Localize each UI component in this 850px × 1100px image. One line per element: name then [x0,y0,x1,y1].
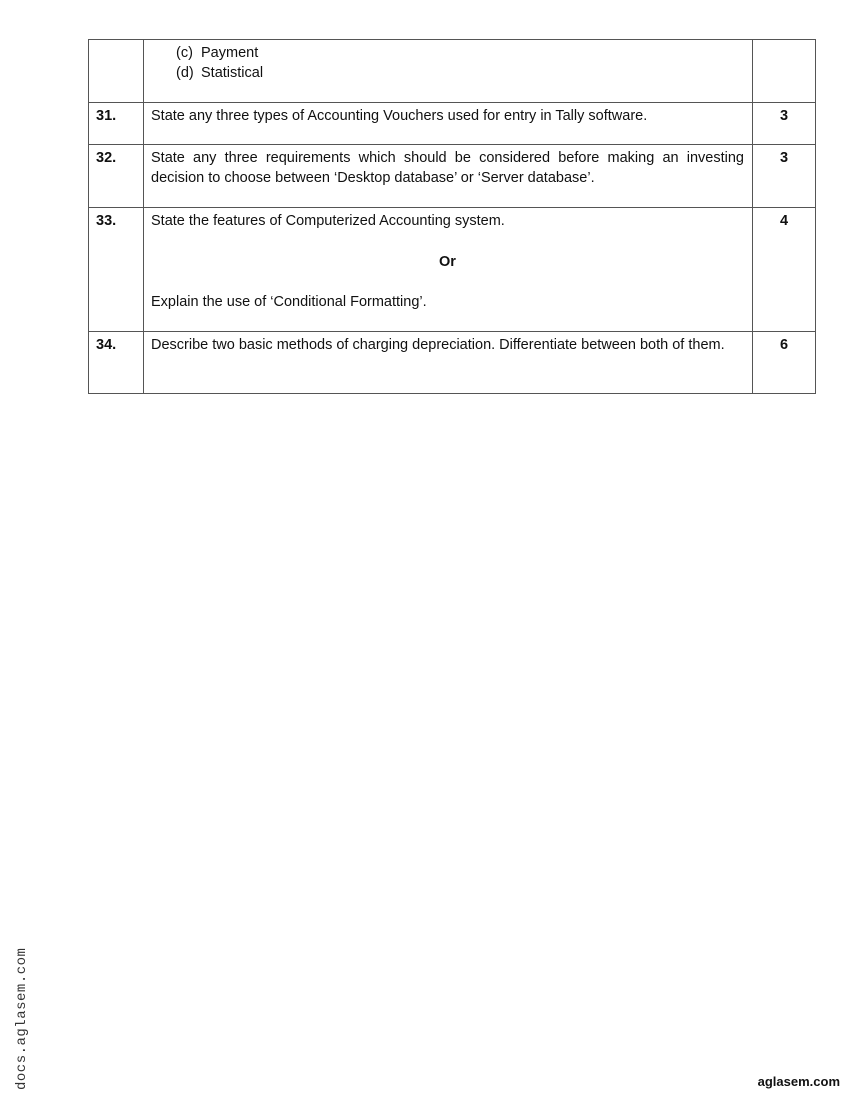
option-letter: (c) [176,45,193,61]
question-number: 31. [89,103,144,145]
question-text-cell [144,208,753,332]
question-marks: 6 [753,332,816,394]
question-number: 32. [89,145,144,208]
question-number-cell-empty [89,40,144,103]
question-text: State any three types of Accounting Vouchers used for entry in Tally software. [144,103,753,145]
question-alt-text: Explain the use of ‘Conditional Formatting’. [151,294,427,310]
or-separator: Or [439,254,456,270]
option-d [151,63,744,83]
option-text: Payment [201,45,259,61]
side-watermark: docs.aglasem.com [14,947,30,1090]
questions-table [88,39,816,394]
table-row-question-32 [89,145,816,208]
table-row-question-34 [89,332,816,394]
option-c [151,43,744,63]
question-number: 33. [89,208,144,332]
table-row-options-continuation [89,40,816,103]
question-text: State the features of Computerized Accounting system. [151,213,505,229]
question-number: 34. [89,332,144,394]
marks-cell-empty [753,40,816,103]
question-text: Describe two basic methods of charging depreciation. Differentiate between both of them. [144,332,753,394]
option-letter: (d) [176,65,194,81]
question-marks: 4 [753,208,816,332]
question-text-cell [144,40,753,103]
question-marks: 3 [753,103,816,145]
question-text: State any three requirements which should be considered before making an investing decision to choose between ‘Desktop database’ or ‘Server database’. [144,145,753,208]
question-marks: 3 [753,145,816,208]
footer-brand: aglasem.com [757,1074,840,1089]
table-row-question-33 [89,208,816,332]
option-text: Statistical [201,65,264,81]
table-row-question-31 [89,103,816,145]
